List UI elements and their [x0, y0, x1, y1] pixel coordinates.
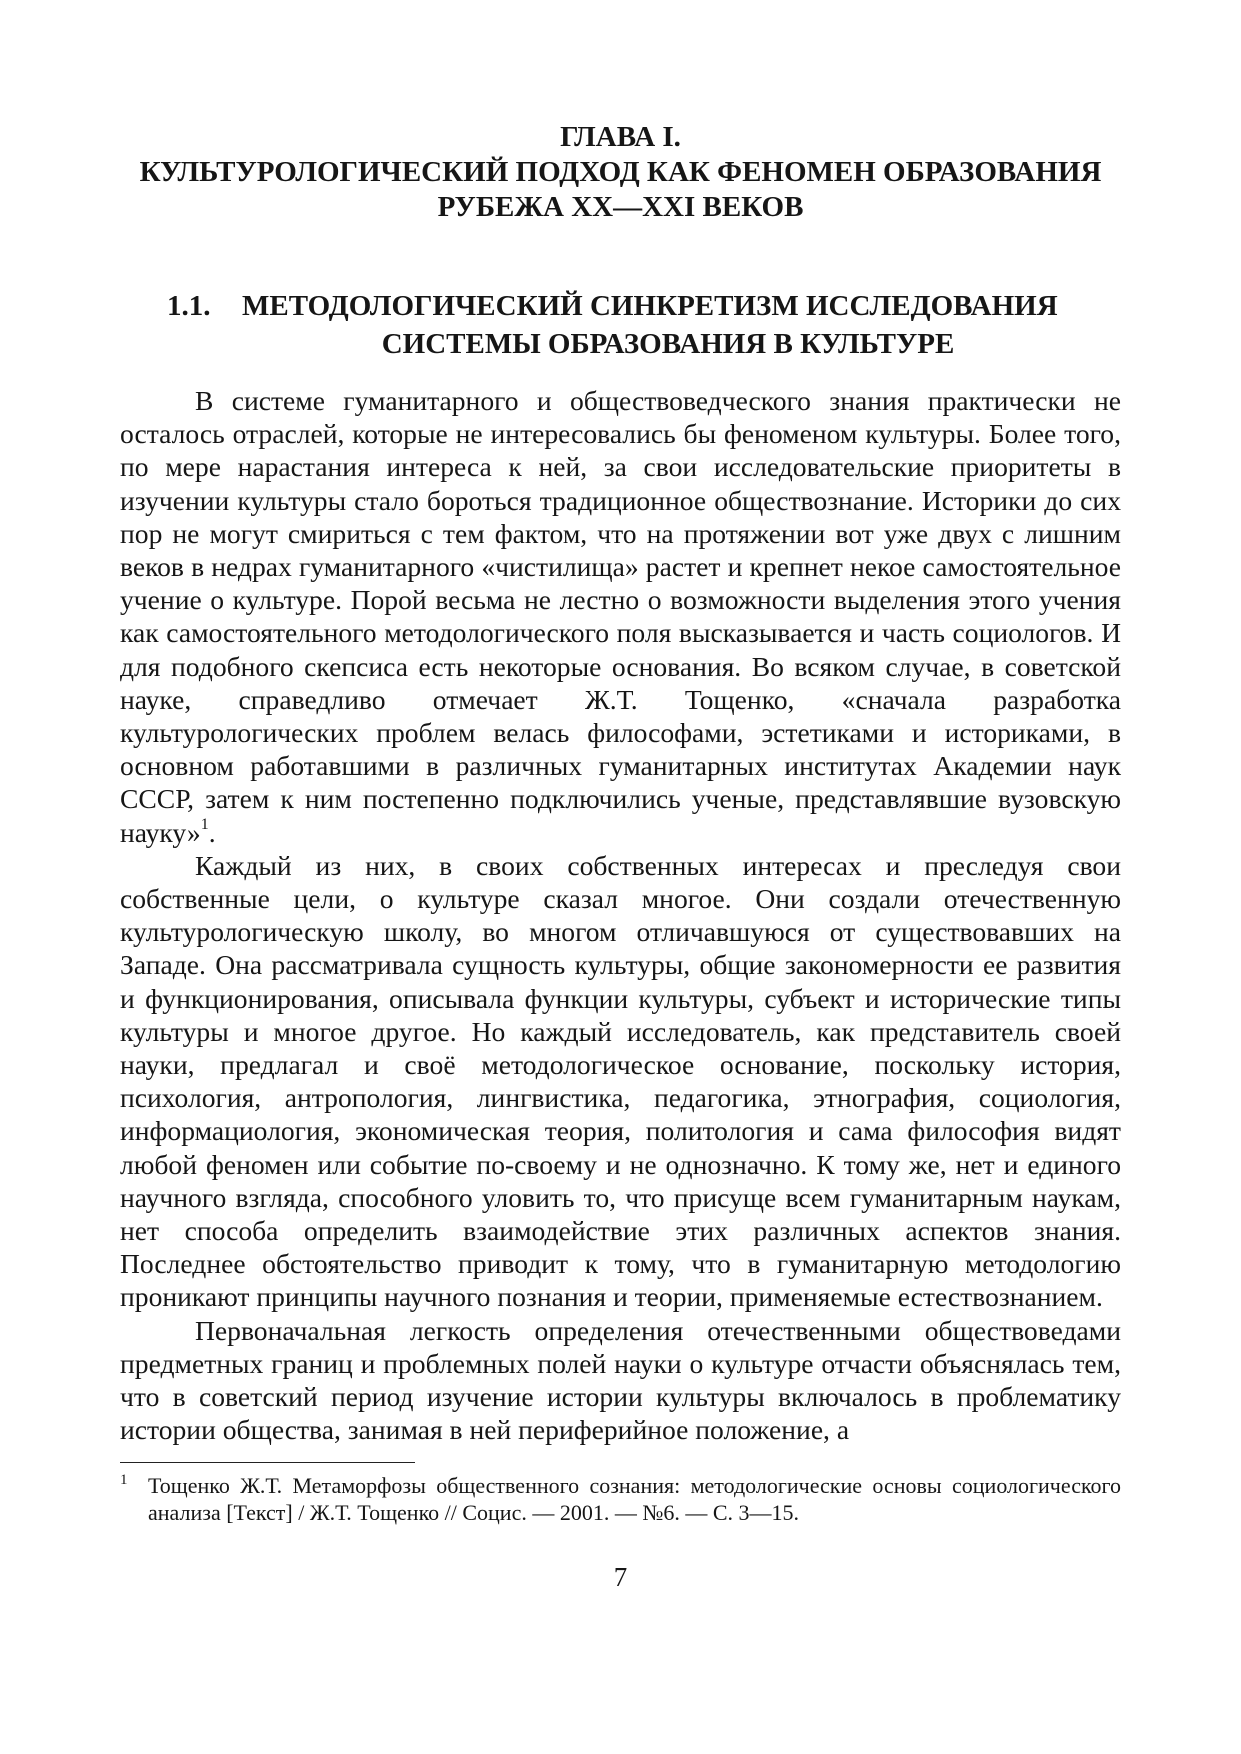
paragraph-2: Каждый из них, в своих собственных интересах и преследуя свои собственные цели, о культуре сказал многое. Они создали отечественную культурологическую школу, во многом отличавшуюся от существовавших на Западе. Она рассматривала сущность культуры, общие закономерности ее развития и функционирования, описывала функции культуры, субъект и исторические типы культуры и многое другое. Но каждый исследователь, как представитель своей науки, предлагал и своё методологическое основание, поскольку история, психология, антропология, лингвистика, педагогика, этнография, социология, информациология, экономическая теория, политология и сама философия видят любой феномен или событие по-своему и не однозначно. К тому же, нет и единого научного взгляда, способного уловить то, что присуще всем гуманитарным наукам, нет способа определить взаимодействие этих различных аспектов знания. Последнее обстоятельство приводит к тому, что в гуманитарную методологию проникают принципы научного познания и теории, применяемые естествознанием.	[120, 849, 1121, 1313]
paragraph-1-text: В системе гуманитарного и обществоведческого знания практически не осталось отраслей, которые не интересовались бы феноменом культуры. Более того, по мере нарастания интереса к ней, за свои исследовательские приоритеты в изучении культуры стало бороться традиционное обществознание. Историки до сих пор не могут смириться с тем фактом, что на протяжении вот уже двух с лишним веков в недрах гуманитарного «чистилища» растет и крепнет некое самостоятельное учение о культуре. Порой весьма не лестно о возможности выделения этого учения как самостоятельного методологического поля высказывается и часть социологов. И для подобного скепсиса есть некоторые основания. Во всяком случае, в советской науке, справедливо отмечает Ж.Т. Тощенко, «сначала разработка культурологических проблем велась философами, эстетиками и историками, в основном работавшими в различных гуманитарных институтах Академии наук СССР, затем к ним постепенно подключились ученые, представлявшие вузовскую науку»	[120, 385, 1121, 848]
paragraph-1	[120, 384, 1121, 849]
page-number: 7	[613, 1562, 628, 1592]
footnote-divider	[120, 1462, 415, 1463]
body-text	[120, 384, 1121, 1447]
chapter-title-line-2: РУБЕЖА XX—XXI ВЕКОВ	[437, 191, 804, 223]
footnote-text: Тощенко Ж.Т. Метаморфозы общественного сознания: методологические основы социологического анализа [Текст] / Ж.Т. Тощенко // Социс. — 2001. — №6. — С. 3—15.	[148, 1473, 1121, 1525]
section-number: 1.1.	[167, 290, 211, 322]
paragraph-3: Первоначальная легкость определения отечественными обществоведами предметных границ и проблемных полей науки о культуре отчасти объяснялась тем, что в советский период изучение истории культуры включалось в проблематику истории общества, занимая в ней периферийное положение, а	[120, 1314, 1121, 1446]
chapter-title-line-1: КУЛЬТУРОЛОГИЧЕСКИЙ ПОДХОД КАК ФЕНОМЕН ОБРАЗОВАНИЯ	[139, 156, 1102, 188]
chapter-heading	[120, 120, 1121, 225]
section-title-line-2: СИСТЕМЫ ОБРАЗОВАНИЯ В КУЛЬТУРЕ	[381, 328, 955, 360]
section-heading	[120, 287, 1121, 363]
chapter-number: ГЛАВА I.	[560, 121, 681, 153]
paragraph-1-end: .	[208, 816, 216, 848]
section-title-line-1: МЕТОДОЛОГИЧЕСКИЙ СИНКРЕТИЗМ ИССЛЕДОВАНИЯ	[242, 290, 1058, 322]
footnote	[120, 1472, 1121, 1526]
footnote-reference: 1	[200, 815, 209, 833]
footnote-number: 1	[120, 1472, 128, 1488]
